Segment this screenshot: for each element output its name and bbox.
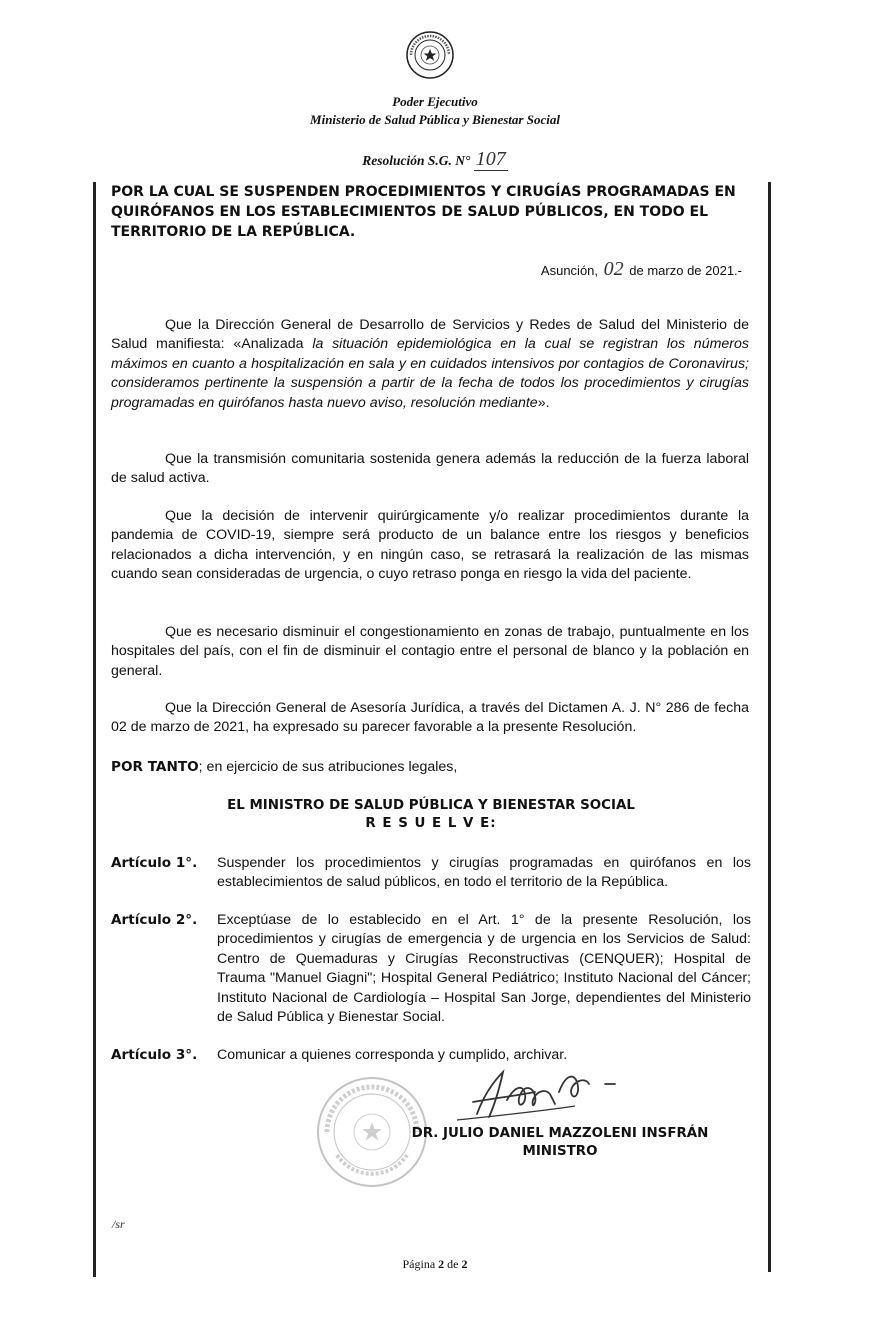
minister-heading: EL MINISTRO DE SALUD PÚBLICA Y BIENESTAR SOCIAL [227,798,635,813]
considerando-paragraph-1 [111,316,749,413]
document-date [541,258,742,281]
p1-quote: la situación epidemiológica en la cual se registran los números máximos en cuanto a hospitalización en sala y en cuidados intensivos por contagios de Coronavirus; consideramos pertinente la suspensión a partir de la fecha de todos los procedimientos y cirugías programadas en quirófanos hasta nuevo aviso, resolución mediante [111,336,749,411]
left-margin-line [93,182,96,1277]
article-1-label: Artículo 1°. [111,855,198,871]
resolution-number [0,148,870,171]
article-2-label: Artículo 2°. [111,912,198,928]
p1-close: ». [537,394,550,411]
date-prefix: Asunción, [540,263,599,278]
considerando-paragraph-2: Que la transmisión comunitaria sostenida genera además la reducción de la fuerza laboral de salud activa. [111,451,749,487]
page-current: 2 [438,1257,445,1271]
article-1-text: Suspender los procedimientos y cirugías programadas en quirófanos en los establecimientos de salud públicos, en todo el territorio de la República. [217,855,751,891]
por-tanto-label: POR TANTO [111,759,199,775]
date-suffix: de marzo de 2021.- [629,263,742,278]
executive-power-heading: Poder Ejecutivo [392,94,478,109]
considerando-paragraph-3: Que la decisión de intervenir quirúrgicamente y/o realizar procedimientos durante la pandemia de COVID-19, siempre será producto de un balance entre los riesgos y beneficios relacionados a dicha intervención, y en ningún caso, se retrasará la realización de las mismas cuando sean consideradas de urgencia, o cuyo retraso ponga en riesgo la vida del paciente. [111,508,749,583]
p1-text: Que la Dirección General de Desarrollo de Servicios y Redes de Salud del Ministerio de Salud manifiesta: «Analizada [111,317,749,353]
considerando-paragraph-5: Que la Dirección General de Asesoría Jurídica, a través del Dictamen A. J. N° 286 de fecha 02 de marzo de 2021, ha expresado su parecer favorable a la presente Resolución. [111,700,749,736]
ministry-heading: Ministerio de Salud Pública y Bienestar Social [310,112,560,127]
document-title: POR LA CUAL SE SUSPENDEN PROCEDIMIENTOS Y CIRUGÍAS PROGRAMADAS EN QUIRÓFANOS EN LOS ESTABLECIMIENTOS DE SALUD PÚBLICOS, EN TODO EL TERRITORIO DE LA REPÚBLICA. [111,184,736,240]
resolution-handwritten-number: 107 [475,148,506,170]
por-tanto-paragraph [111,758,749,777]
signer-name: DR. JULIO DANIEL MAZZOLENI INSFRÁN [411,1126,709,1141]
page-separator: de [447,1257,459,1271]
date-day-handwritten: 02 [603,258,624,280]
article-3-text: Comunicar a quienes corresponda y cumplido, archivar. [217,1047,568,1063]
article-2 [111,911,751,1027]
page-number [0,1257,870,1272]
considerando-paragraph-4: Que es necesario disminuir el congestionamiento en zonas de trabajo, puntualmente en los hospitales del país, con el fin de disminuir el contagio entre el personal de blanco y la población en general. [111,624,749,679]
right-margin-line [768,182,771,1272]
article-1 [111,854,751,893]
national-seal-icon [405,30,455,80]
article-3-label: Artículo 3°. [111,1047,198,1063]
por-tanto-text: ; en ejercicio de sus atribuciones legales, [198,759,458,775]
handwritten-signature-icon [455,1062,635,1122]
article-3 [111,1046,751,1065]
page-total: 2 [461,1257,468,1271]
typist-initials: /sr [112,1217,125,1231]
resuelve-heading: R E S U E L V E: [365,816,497,831]
page-prefix: Página [402,1257,436,1271]
article-2-text: Exceptúase de lo establecido en el Art. 1° de la presente Resolución, los procedimientos y cirugías de emergencia y de urgencia en los Servicios de Salud: Centro de Quemaduras y Cirugías Reconstructivas (CENQUER); Hospital de Trauma "Manuel Giagni"; Hospital General Pediátrico; Instituto Nacional del Cáncer; Instituto Nacional de Cardiología – Hospital San Jorge, dependientes del Ministerio de Salud Pública y Bienestar Social. [217,912,751,1026]
signer-role: MINISTRO [522,1144,598,1159]
resolution-label: Resolución S.G. N° [362,153,471,168]
